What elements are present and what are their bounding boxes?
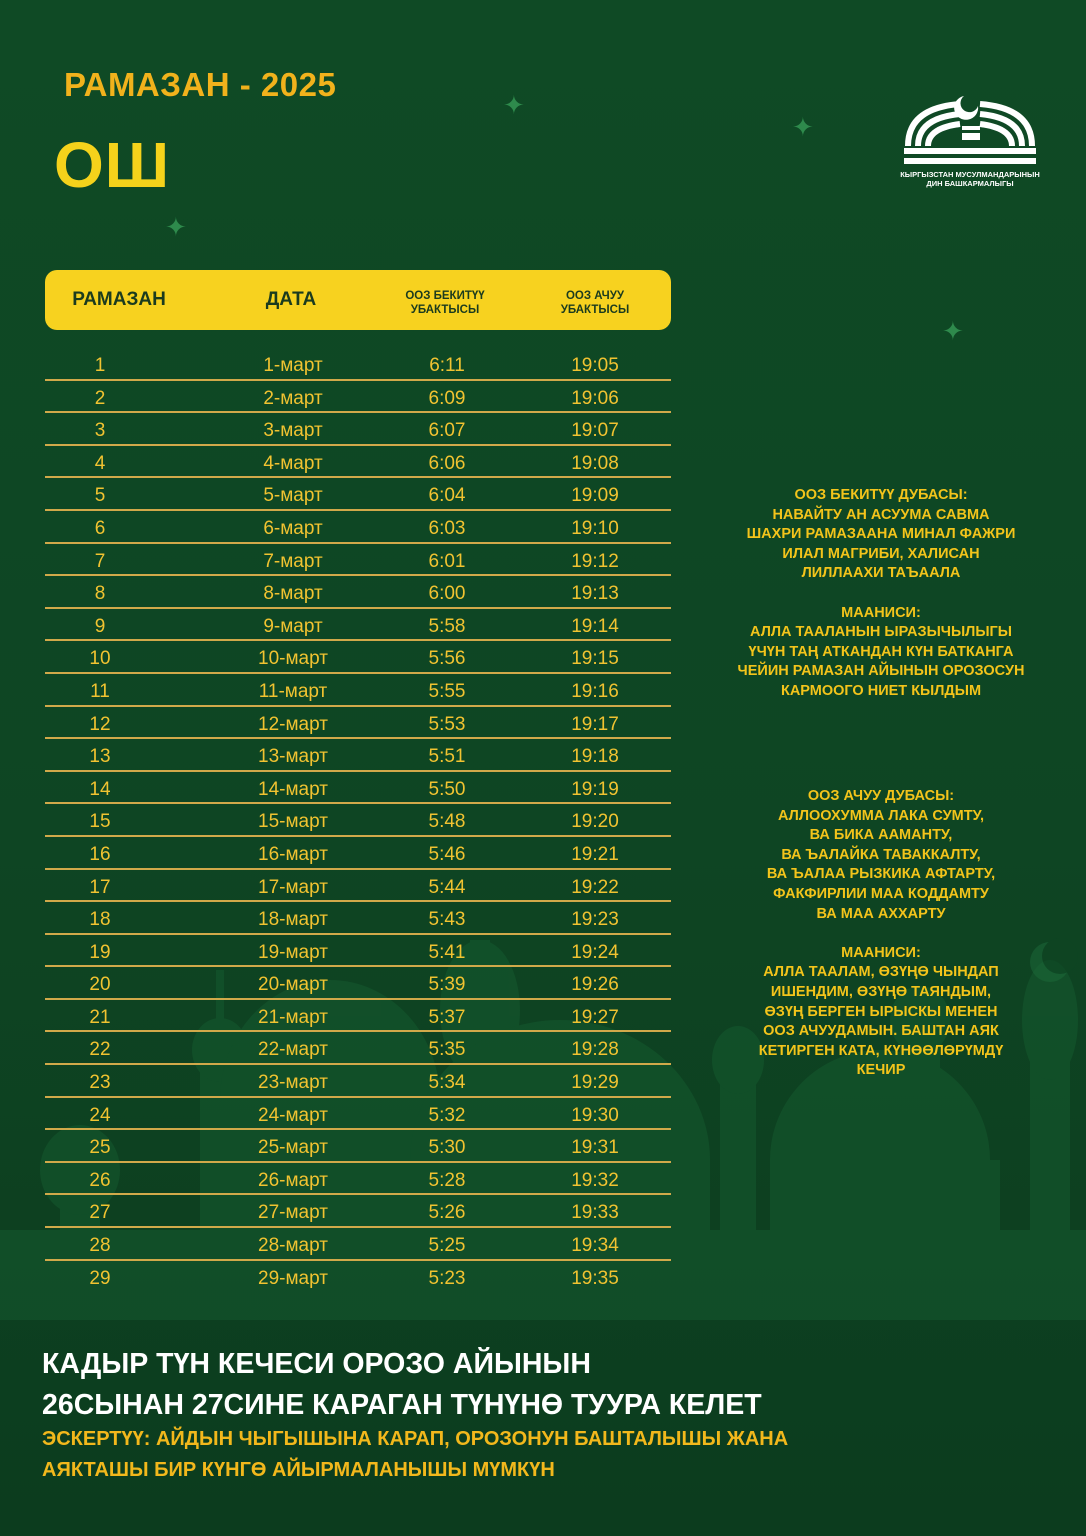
suhoor-time-cell: 5:39 <box>428 974 466 996</box>
column-suhoor-time: ООЗ БЕКИТҮҮ УБАКТЫСЫ <box>405 290 485 316</box>
day-number: 22 <box>89 1039 111 1061</box>
dua-line: МААНИСИ: <box>841 604 921 621</box>
dua-line: ШАХРИ РАМАЗААНА МИНАЛ ФАЖРИ <box>746 526 1016 543</box>
day-number: 4 <box>94 452 106 474</box>
iftar-time-cell: 19:10 <box>571 517 619 539</box>
suhoor-time-cell: 5:51 <box>428 746 466 768</box>
suhoor-time-cell: 5:37 <box>428 1006 466 1028</box>
suhoor-time-cell: 6:09 <box>428 387 466 409</box>
date-cell: 4-март <box>263 452 323 474</box>
dua-line: АЛЛООХУММА ЛАКА СУМТУ, <box>778 807 984 824</box>
dua-line: КЕЧИР <box>856 1062 906 1079</box>
iftar-dua <box>716 787 1046 1081</box>
dua-line: ВА МАА АХХАРТУ <box>816 905 946 922</box>
table-row <box>45 1261 671 1294</box>
column-ramadan: РАМАЗАН <box>72 289 166 310</box>
suhoor-time-cell: 5:35 <box>428 1039 466 1061</box>
iftar-time-cell: 19:34 <box>571 1235 619 1257</box>
iftar-time-cell: 19:07 <box>571 420 619 442</box>
day-number: 3 <box>94 420 106 442</box>
day-number: 6 <box>94 517 106 539</box>
iftar-time-cell: 19:06 <box>571 387 619 409</box>
timetable-rows <box>45 348 671 1293</box>
iftar-time-cell: 19:18 <box>571 746 619 768</box>
logo-text: КЫРГЫЗСТАН МУСУЛМАНДАРЫНЫН ДИН БАШКАРМАЛЫГЫ <box>900 170 1040 188</box>
date-cell: 19-март <box>258 941 328 963</box>
table-row <box>45 1163 671 1196</box>
day-number: 28 <box>89 1235 111 1257</box>
date-cell: 6-март <box>263 517 323 539</box>
dua-line: ООЗ БЕКИТҮҮ ДУБАСЫ: <box>794 487 968 503</box>
suhoor-time-cell: 5:44 <box>428 876 466 898</box>
dua-line: НАВАЙТУ АН АСУУМА САВМА <box>772 506 990 523</box>
table-row <box>45 1065 671 1098</box>
day-number: 20 <box>89 974 111 996</box>
day-number: 11 <box>90 680 110 702</box>
suhoor-time-cell: 6:03 <box>428 517 466 539</box>
iftar-time-cell: 19:15 <box>571 648 619 670</box>
date-cell: 27-март <box>258 1202 328 1224</box>
iftar-time-cell: 19:29 <box>571 1072 619 1094</box>
date-cell: 15-март <box>258 811 328 833</box>
day-number: 14 <box>89 778 111 800</box>
suhoor-time-cell: 5:58 <box>428 615 466 637</box>
dua-line: МААНИСИ: <box>841 944 921 961</box>
dua-line: ФАКФИРЛИИ МАА КОДДАМТУ <box>773 885 989 902</box>
date-cell: 7-март <box>263 550 323 572</box>
dua-line: АЛЛА ТААЛАМ, ӨЗҮҢӨ ЧЫНДАП <box>763 964 999 981</box>
table-row <box>45 1032 671 1065</box>
date-cell: 17-март <box>258 876 328 898</box>
dua-line: ВА БИКА ААМАНТУ, <box>809 827 953 844</box>
suhoor-time-cell: 5:25 <box>428 1235 466 1257</box>
suhoor-time-cell: 5:26 <box>428 1202 466 1224</box>
table-row <box>45 902 671 935</box>
iftar-time-cell: 19:13 <box>571 583 619 605</box>
day-number: 15 <box>89 811 111 833</box>
dua-line: АЛЛА ТААЛАНЫН ЫРАЗЫЧЫЛЫГЫ <box>750 624 1012 641</box>
iftar-time-cell: 19:20 <box>571 811 619 833</box>
day-number: 9 <box>94 615 106 637</box>
dua-line: ВА ЪАЛАА РЫЗКИКА АФТАРТУ, <box>766 866 996 883</box>
date-cell: 21-март <box>258 1006 328 1028</box>
table-row <box>45 348 671 381</box>
iftar-time-cell: 19:05 <box>571 355 619 376</box>
table-row <box>45 967 671 1000</box>
date-cell: 26-март <box>258 1169 328 1191</box>
date-cell: 9-март <box>263 615 323 637</box>
table-row <box>45 1228 671 1261</box>
suhoor-time-cell: 5:41 <box>428 941 466 963</box>
suhoor-time-cell: 5:50 <box>428 778 466 800</box>
suhoor-time-cell: 5:32 <box>428 1104 466 1126</box>
iftar-time-cell: 19:30 <box>571 1104 619 1126</box>
table-row <box>45 1000 671 1033</box>
table-row <box>45 511 671 544</box>
column-iftar-time: ООЗ АЧУУ УБАКТЫСЫ <box>560 290 630 316</box>
table-row <box>45 478 671 511</box>
table-row <box>45 413 671 446</box>
warning-note: ЭСКЕРТҮҮ: АЙДЫН ЧЫГЫШЫНА КАРАП, ОРОЗОНУН БАШТАЛЫШЫ ЖАНА АЯКТАШЫ БИР КҮНГӨ АЙЫРМАЛАНЫШЫ МҮМКҮН <box>42 1428 789 1481</box>
table-row <box>45 1130 671 1163</box>
suhoor-time-cell: 6:11 <box>429 355 465 376</box>
iftar-time-cell: 19:22 <box>571 876 619 898</box>
iftar-time-cell: 19:19 <box>571 778 619 800</box>
date-cell: 28-март <box>258 1235 328 1257</box>
dua-line: ИЛАЛ МАГРИБИ, ХАЛИСАН <box>782 545 980 562</box>
suhoor-time-cell: 6:06 <box>428 452 466 474</box>
date-cell: 29-март <box>258 1267 328 1289</box>
day-number: 26 <box>89 1169 111 1191</box>
suhoor-time-cell: 5:34 <box>428 1072 466 1094</box>
iftar-time-cell: 19:24 <box>571 941 619 963</box>
day-number: 17 <box>89 876 111 898</box>
date-cell: 13-март <box>258 746 328 768</box>
column-date: ДАТА <box>265 289 317 310</box>
date-cell: 5-март <box>263 485 323 507</box>
dua-line: ЧЕЙИН РАМАЗАН АЙЫНЫН ОРОЗОСУН <box>737 663 1025 680</box>
date-cell: 24-март <box>258 1104 328 1126</box>
table-row <box>45 772 671 805</box>
iftar-time-cell: 19:32 <box>571 1169 619 1191</box>
iftar-time-cell: 19:21 <box>571 843 619 865</box>
table-row <box>45 1098 671 1131</box>
suhoor-time-cell: 6:01 <box>428 550 466 572</box>
table-row <box>45 609 671 642</box>
dua-line: КЕТИРГЕН КАТА, КҮНӨӨЛӨРҮМДҮ <box>758 1042 1004 1059</box>
sparkle-icon: ✦ <box>503 90 525 120</box>
date-cell: 16-март <box>258 843 328 865</box>
iftar-time-cell: 19:17 <box>571 713 619 735</box>
suhoor-time-cell: 5:53 <box>428 713 466 735</box>
table-row <box>45 935 671 968</box>
table-row <box>45 804 671 837</box>
iftar-time-cell: 19:23 <box>571 909 619 931</box>
table-row <box>45 674 671 707</box>
iftar-time-cell: 19:14 <box>571 615 619 637</box>
iftar-time-cell: 19:28 <box>571 1039 619 1061</box>
day-number: 27 <box>89 1202 111 1224</box>
dua-line: ӨЗҮҢ БЕРГЕН ЫРЫСКЫ МЕНЕН <box>764 1003 998 1020</box>
table-row <box>45 446 671 479</box>
day-number: 24 <box>89 1104 111 1126</box>
table-row <box>45 707 671 740</box>
dua-line: ИШЕНДИМ, ӨЗҮҢӨ ТАЯНДЫМ, <box>770 983 992 1000</box>
day-number: 29 <box>89 1267 111 1289</box>
iftar-time-cell: 19:08 <box>571 452 619 474</box>
table-row <box>45 1195 671 1228</box>
table-row <box>45 381 671 414</box>
laylat-al-qadr-note: КАДЫР ТҮН КЕЧЕСИ ОРОЗО АЙЫНЫН 26СЫНАН 27СИНЕ КАРАГАН ТҮНҮНӨ ТУУРА КЕЛЕТ <box>42 1348 762 1421</box>
suhoor-dua <box>716 486 1046 702</box>
iftar-time-cell: 19:33 <box>571 1202 619 1224</box>
iftar-time-cell: 19:09 <box>571 485 619 507</box>
day-number: 23 <box>89 1072 111 1094</box>
iftar-time-cell: 19:26 <box>571 974 619 996</box>
dua-line <box>716 584 1046 604</box>
iftar-time-cell: 19:31 <box>571 1137 619 1159</box>
iftar-time-cell: 19:27 <box>571 1006 619 1028</box>
suhoor-time-cell: 5:48 <box>428 811 466 833</box>
dua-line: ООЗ АЧУУДАМЫН. БАШТАН АЯК <box>763 1023 999 1040</box>
iftar-time-cell: 19:16 <box>571 680 619 702</box>
suhoor-time-cell: 5:46 <box>428 843 466 865</box>
sparkle-icon: ✦ <box>942 316 964 346</box>
day-number: 2 <box>94 387 106 409</box>
day-number: 5 <box>94 485 106 507</box>
suhoor-time-cell: 5:28 <box>428 1169 466 1191</box>
day-number: 21 <box>89 1006 111 1028</box>
day-number: 18 <box>89 909 111 931</box>
date-cell: 23-март <box>258 1072 328 1094</box>
table-row <box>45 739 671 772</box>
date-cell: 18-март <box>258 909 328 931</box>
date-cell: 14-март <box>258 778 328 800</box>
table-row <box>45 837 671 870</box>
day-number: 25 <box>89 1137 111 1159</box>
date-cell: 1-март <box>263 355 323 376</box>
date-cell: 10-март <box>258 648 328 670</box>
table-row <box>45 544 671 577</box>
date-cell: 25-март <box>258 1137 328 1159</box>
suhoor-time-cell: 5:55 <box>428 680 466 702</box>
day-number: 16 <box>89 843 111 865</box>
city-title: ОШ <box>54 129 171 201</box>
dua-line <box>716 924 1046 944</box>
dua-line: ЛИЛЛААХИ ТАЪААЛА <box>801 565 961 582</box>
day-number: 7 <box>94 550 106 572</box>
table-header <box>45 270 671 330</box>
day-number: 13 <box>89 746 111 768</box>
suhoor-time-cell: 5:56 <box>428 648 466 670</box>
date-cell: 3-март <box>263 420 323 442</box>
suhoor-time-cell: 6:07 <box>428 420 466 442</box>
suhoor-time-cell: 6:04 <box>428 485 466 507</box>
suhoor-time-cell: 5:30 <box>428 1137 466 1159</box>
date-cell: 11-март <box>258 680 328 702</box>
day-number: 8 <box>94 583 106 605</box>
page-title-year: РАМАЗАН - 2025 <box>64 66 337 103</box>
iftar-time-cell: 19:12 <box>571 550 619 572</box>
table-row <box>45 576 671 609</box>
table-row <box>45 870 671 903</box>
dua-line: ВА ЪАЛАЙКА ТАВАККАЛТУ, <box>781 846 981 863</box>
dua-line: ООЗ АЧУУ ДУБАСЫ: <box>807 788 955 804</box>
day-number: 1 <box>94 355 106 376</box>
suhoor-time-cell: 5:43 <box>428 909 466 931</box>
date-cell: 8-март <box>263 583 323 605</box>
day-number: 19 <box>89 941 111 963</box>
day-number: 12 <box>89 713 111 735</box>
date-cell: 12-март <box>258 713 328 735</box>
suhoor-time-cell: 5:23 <box>428 1267 466 1289</box>
sparkle-icon: ✦ <box>792 112 814 142</box>
date-cell: 2-март <box>263 387 323 409</box>
dua-line: КАРМООГО НИЕТ КЫЛДЫМ <box>780 682 982 699</box>
iftar-time-cell: 19:35 <box>571 1267 619 1289</box>
dua-line: ҮЧҮН ТАҢ АТКАНДАН КҮН БАТКАНГА <box>748 643 1014 660</box>
date-cell: 22-март <box>258 1039 328 1061</box>
suhoor-time-cell: 6:00 <box>428 583 466 605</box>
date-cell: 20-март <box>258 974 328 996</box>
table-row <box>45 641 671 674</box>
day-number: 10 <box>89 648 111 670</box>
sparkle-icon: ✦ <box>165 212 187 242</box>
